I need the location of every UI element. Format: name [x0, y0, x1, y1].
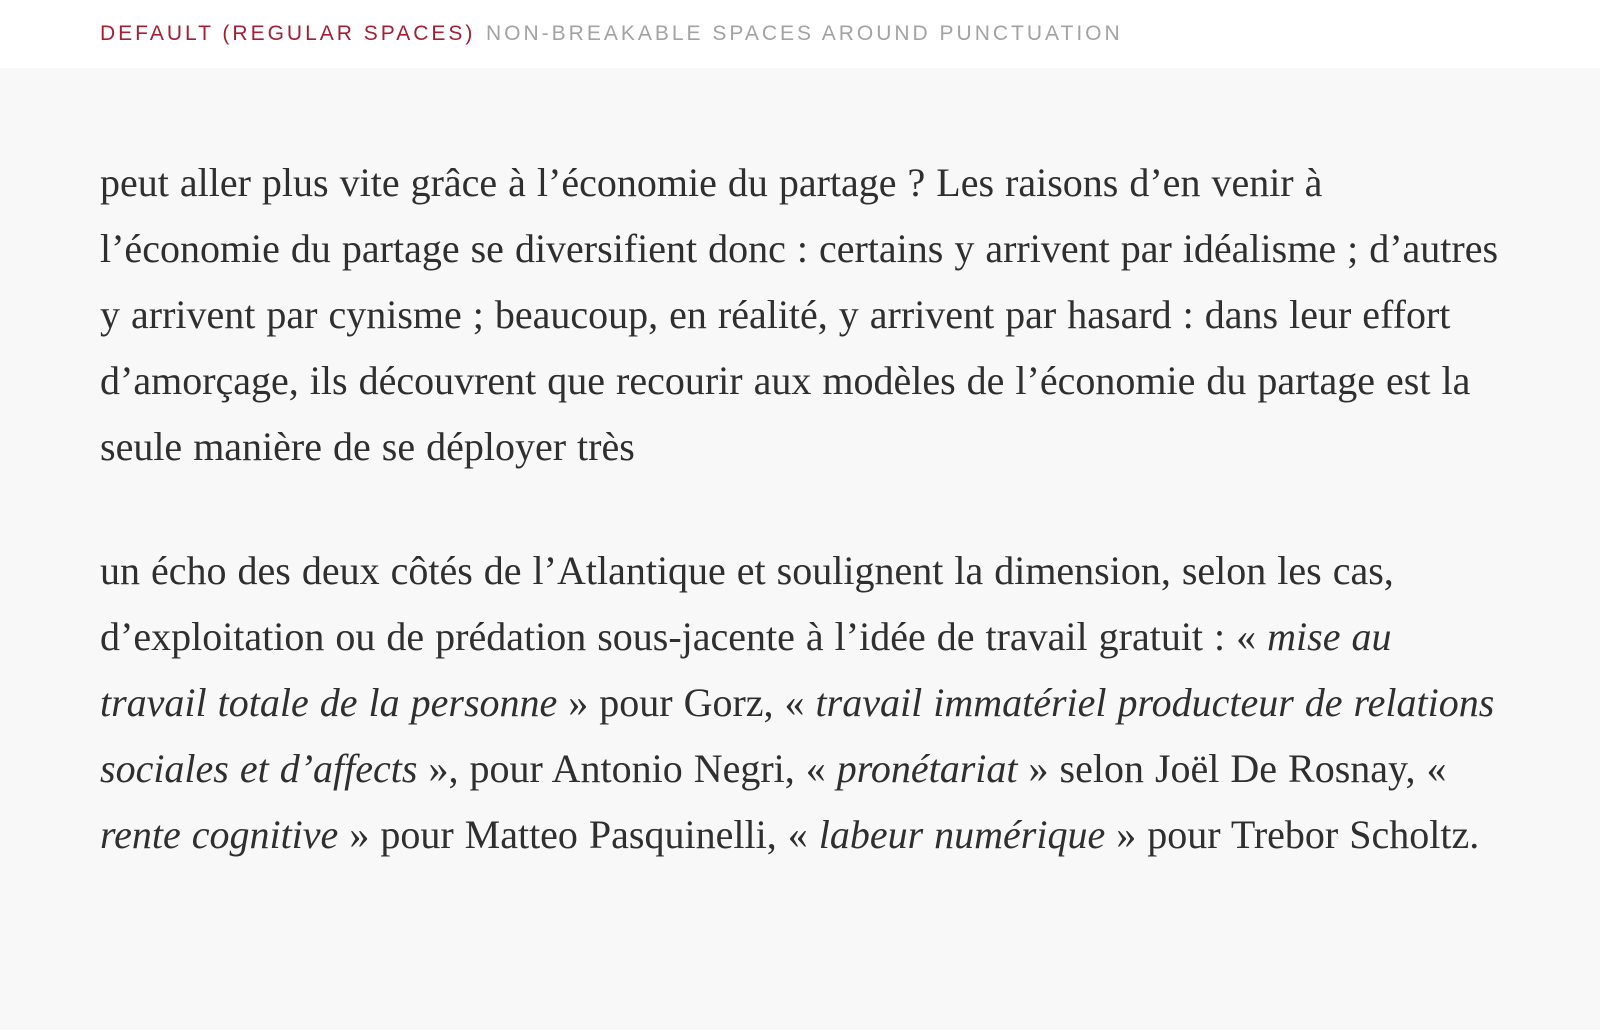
p2-text-1: un écho des deux côtés de l’Atlantique et soulignent la dimension, selon les cas, d’exploitation ou de prédation sous-jacente à l’idée de travail gratuit : «	[100, 548, 1394, 659]
paragraph-1: peut aller plus vite grâce à l’économie du partage ? Les raisons d’en venir à l’économie du partage se diversifient donc : certains y arrivent par idéalisme ; d’autres y arrivent par cynisme ; beaucoup, en réalité, y arrivent par hasard : dans leur effort d’amorçage, ils découvrent que recourir aux modèles de l’économie du partage est la seule manière de se déployer très	[100, 160, 1499, 469]
quote-3: pronétariat	[836, 746, 1018, 791]
tab-default-regular-spaces[interactable]: DEFAULT (REGULAR SPACES)	[100, 22, 476, 45]
paragraph-2	[100, 538, 1500, 868]
text-content	[100, 150, 1500, 868]
p2-text-3: », pour Antonio Negri, «	[417, 746, 837, 791]
p2-text-5: » pour Matteo Pasquinelli, «	[338, 812, 819, 857]
p2-text-4: » selon Joël De Rosnay, «	[1017, 746, 1447, 791]
p2-text-6: » pour Trebor Scholtz.	[1105, 812, 1480, 857]
tab-non-breakable-spaces[interactable]: NON-BREAKABLE SPACES AROUND PUNCTUATION	[486, 22, 1123, 45]
tab-bar	[0, 0, 1600, 68]
quote-4: rente cognitive	[100, 812, 339, 857]
quote-5: labeur numérique	[818, 812, 1106, 857]
quote-2: travail immatériel producteur de relations sociales et d’affects	[100, 680, 1495, 791]
p2-text-2: » pour Gorz, «	[557, 680, 816, 725]
quote-1: mise au travail totale de la personne	[100, 614, 1392, 725]
